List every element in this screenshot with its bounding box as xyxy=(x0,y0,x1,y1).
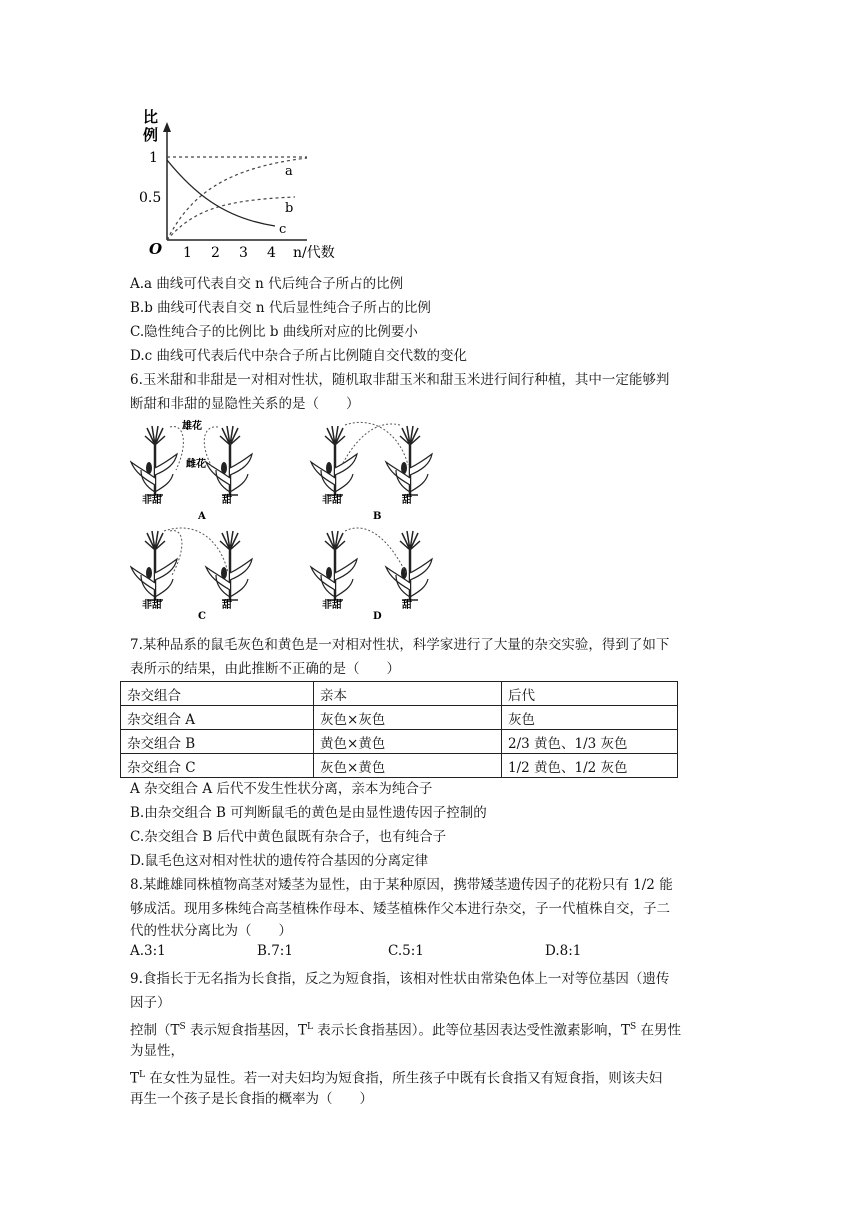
q9-line5-part-a: T xyxy=(130,1070,140,1087)
panel-b-left-label: 非甜 xyxy=(322,495,342,506)
table-cell: 杂交组合 B xyxy=(121,730,314,754)
q8-stem-line1: 8.某雌雄同株植物高茎对矮茎为显性，由于某种原因，携带矮茎遗传因子的花粉只有 1/2 能 xyxy=(130,877,673,893)
table-cell: 灰色×黄色 xyxy=(314,754,502,778)
panel-d-left-label: 非甜 xyxy=(322,600,342,611)
q9-line5-part-b: 在女性为显性。若一对夫妇均为短食指，所生孩子中既有长食指又有短食指，则该夫妇 xyxy=(145,1070,663,1087)
panel-b-right-label: 甜 xyxy=(402,495,412,506)
q9-line3-part-d: 在男性 xyxy=(636,1022,681,1039)
x-tick-2: 2 xyxy=(211,245,220,261)
label-female-flower: 雌花 xyxy=(186,459,206,470)
q5-option-d: D.c 曲线可代表后代中杂合子所占比例随自交代数的变化 xyxy=(130,348,467,364)
q7-option-b: B.由杂交组合 B 可判断鼠毛的黄色是由显性遗传因子控制的 xyxy=(130,805,487,821)
x-tick-4: 4 xyxy=(267,245,276,261)
label-male-flower: 雄花 xyxy=(182,421,202,432)
q5-option-c: C.隐性纯合子的比例比 b 曲线所对应的比例要小 xyxy=(130,324,418,340)
superscript-l: L xyxy=(306,1022,313,1032)
q9-line6: 再生一个孩子是长食指的概率为（ ） xyxy=(130,1091,373,1107)
table-row xyxy=(121,754,678,778)
curve-c xyxy=(167,160,275,226)
table-header: 杂交组合 xyxy=(121,682,314,706)
curve-a-label: a xyxy=(285,164,293,179)
q9-line2: 因子） xyxy=(130,995,171,1011)
superscript-s: S xyxy=(179,1022,186,1032)
y-tick-05: 0.5 xyxy=(139,190,162,206)
q8-stem-line2: 够成活。现用多株纯合高茎植株作母本、矮茎植株作父本进行杂交，子一代植株自交，子二 xyxy=(130,901,670,917)
panel-c-right-label: 甜 xyxy=(222,600,232,611)
q9-line3 xyxy=(130,1016,681,1042)
x-axis-label: n/代数 xyxy=(293,245,335,261)
q9-line5 xyxy=(130,1064,662,1090)
q9-line3-part-a: 控制（T xyxy=(130,1022,180,1039)
x-tick-1: 1 xyxy=(183,245,192,261)
q8-option-b: B.7:1 xyxy=(257,943,293,959)
q7-option-c: C.杂交组合 B 后代中黄色鼠既有杂合子，也有纯合子 xyxy=(130,829,447,845)
q6-stem-line1: 6.玉米甜和非甜是一对相对性状，随机取非甜玉米和甜玉米进行间行种植，其中一定能够判 xyxy=(130,372,670,388)
table-header-row xyxy=(121,682,678,706)
q7-stem-line1: 7.某种品系的鼠毛灰色和黄色是一对相对性状，科学家进行了大量的杂交实验，得到了如下 xyxy=(130,637,670,653)
y-label-char2: 例 xyxy=(143,126,159,144)
q9-line3-part-b: 表示短食指基因，T xyxy=(185,1022,307,1039)
ratio-generation-graph xyxy=(135,100,350,265)
y-axis-arrow xyxy=(163,122,171,132)
table-row xyxy=(121,706,678,730)
table-row xyxy=(121,730,678,754)
cross-results-table xyxy=(120,681,678,778)
curve-c-label: c xyxy=(279,222,287,237)
q9-line3-part-c: 表示长食指基因）。此等位基因表达受性激素影响，T xyxy=(312,1022,631,1039)
q8-option-c: C.5:1 xyxy=(388,943,424,959)
q7-option-a: A 杂交组合 A 后代不发生性状分离，亲本为纯合子 xyxy=(130,781,433,797)
panel-b-letter: B xyxy=(373,511,382,522)
y-label-char1: 比 xyxy=(143,108,159,126)
table-header: 后代 xyxy=(502,682,678,706)
table-header: 亲本 xyxy=(314,682,502,706)
panel-a-letter: A xyxy=(198,511,206,522)
q6-stem-line2: 断甜和非甜的显隐性关系的是（ ） xyxy=(130,396,360,412)
superscript-l: L xyxy=(139,1070,145,1080)
panel-b xyxy=(311,422,432,495)
panel-c-left-label: 非甜 xyxy=(142,600,162,611)
q5-option-b: B.b 曲线可代表自交 n 代后显性纯合子所占的比例 xyxy=(130,300,431,316)
table-cell: 2/3 黄色、1/3 灰色 xyxy=(502,730,678,754)
q8-stem-line3: 代的性状分离比为（ ） xyxy=(130,923,292,939)
table-cell: 灰色 xyxy=(502,706,678,730)
q5-option-a: A.a 曲线可代表自交 n 代后纯合子所占的比例 xyxy=(130,276,404,292)
table-cell: 杂交组合 A xyxy=(121,706,314,730)
q9-line4: 为显性， xyxy=(130,1043,184,1059)
q7-option-d: D.鼠毛色这对相对性状的遗传符合基因的分离定律 xyxy=(130,853,429,869)
q9-line1: 9.食指长于无名指为长食指，反之为短食指，该相对性状由常染色体上一对等位基因（遗传 xyxy=(130,971,670,987)
table-cell: 灰色×灰色 xyxy=(314,706,502,730)
curve-b xyxy=(167,197,295,240)
table-cell: 杂交组合 C xyxy=(121,754,314,778)
table-cell: 黄色×黄色 xyxy=(314,730,502,754)
q8-option-d: D.8:1 xyxy=(545,943,582,959)
table-cell: 1/2 黄色、1/2 灰色 xyxy=(502,754,678,778)
y-tick-1: 1 xyxy=(149,150,158,166)
curve-b-label: b xyxy=(285,201,294,216)
x-tick-3: 3 xyxy=(239,245,248,261)
corn-pollination-figure xyxy=(130,415,450,620)
q8-option-a: A.3:1 xyxy=(130,943,166,959)
panel-d-letter: D xyxy=(373,611,382,620)
q7-stem-line2: 表所示的结果，由此推断不正确的是（ ） xyxy=(130,661,400,677)
panel-c xyxy=(131,528,252,600)
superscript-s: S xyxy=(630,1022,637,1032)
panel-c-letter: C xyxy=(198,611,206,620)
panel-a-right-label: 甜 xyxy=(222,495,232,506)
panel-d xyxy=(311,528,432,600)
origin-label: O xyxy=(149,240,163,258)
panel-a-left-label: 非甜 xyxy=(142,495,162,506)
panel-d-right-label: 甜 xyxy=(402,600,412,611)
